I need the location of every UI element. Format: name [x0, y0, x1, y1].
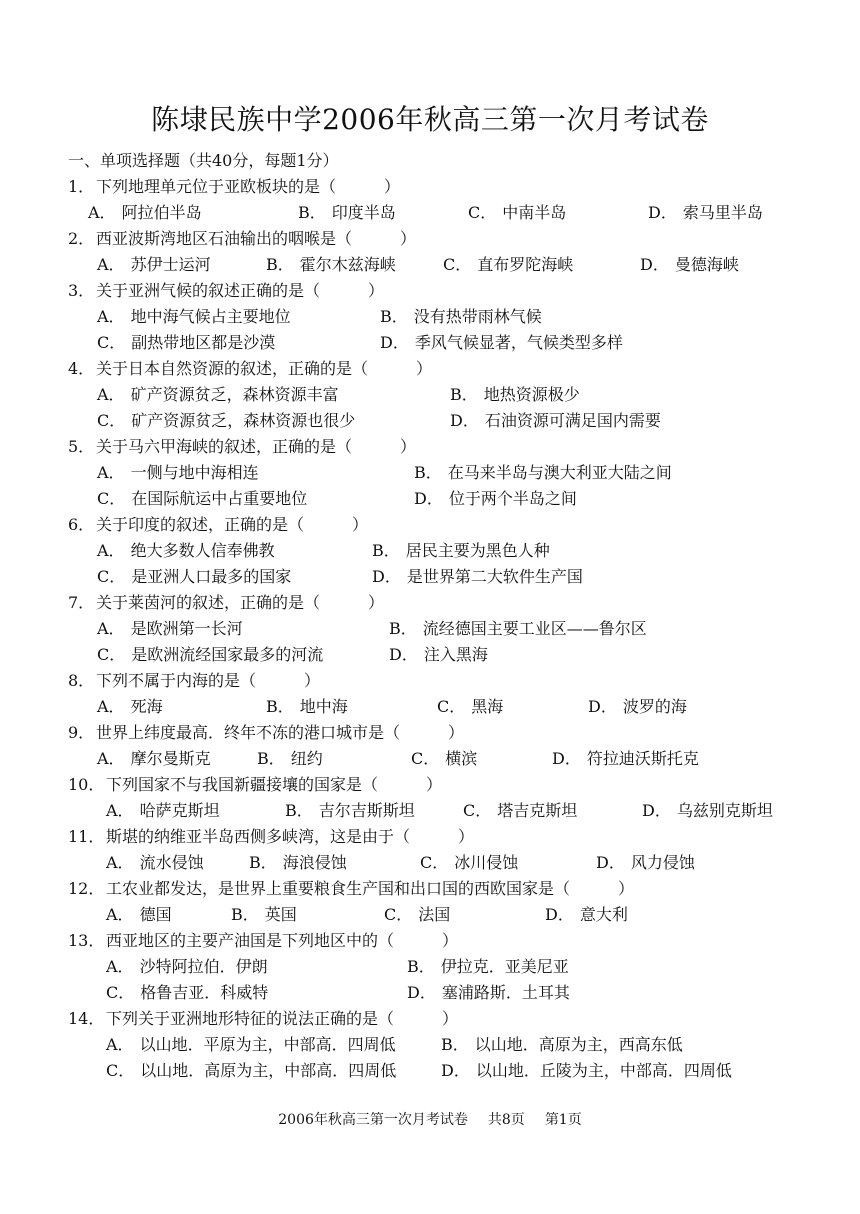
option-letter: B．	[389, 619, 417, 638]
option-text: 地中海	[299, 697, 348, 716]
question-number: 9．	[68, 723, 95, 742]
option-text: 横滨	[445, 749, 478, 768]
option-text: 季风气候显著，气候类型多样	[414, 333, 623, 352]
option-a	[97, 616, 243, 642]
question-stem	[0, 434, 860, 460]
question-stem	[0, 356, 860, 382]
option-letter: B．	[266, 255, 294, 274]
question-5	[0, 434, 860, 512]
option-text: 沙特阿拉伯．伊朗	[139, 957, 268, 976]
option-letter: D．	[648, 203, 677, 222]
option-b	[285, 798, 415, 824]
option-c	[106, 1058, 396, 1084]
option-text: 曼德海峡	[674, 255, 739, 274]
option-letter: C．	[97, 567, 126, 586]
option-row	[0, 902, 860, 928]
option-c	[411, 746, 477, 772]
question-stem	[0, 1006, 860, 1032]
option-d	[596, 850, 695, 876]
option-letter: A．	[97, 749, 125, 768]
exam-title: 陈埭民族中学2006年秋高三第一次月考试卷	[151, 103, 709, 136]
question-text: 斯堪的纳维亚半岛西侧多峡湾，这是由于（ ）	[106, 827, 475, 846]
question-1	[0, 174, 860, 226]
option-text: 塔吉克斯坦	[497, 801, 578, 820]
option-letter: C．	[97, 333, 126, 352]
question-3	[0, 278, 860, 356]
option-text: 阿拉伯半岛	[121, 203, 202, 222]
option-letter: A．	[97, 463, 125, 482]
option-a	[97, 460, 259, 486]
option-c	[97, 642, 323, 668]
option-text: 流水侵蚀	[139, 853, 204, 872]
question-stem	[0, 668, 860, 694]
option-b	[249, 850, 347, 876]
footer-title: 2006年秋高三第一次月考试卷	[278, 1112, 468, 1128]
option-letter: D．	[414, 489, 443, 508]
option-letter: D．	[372, 567, 401, 586]
question-number: 10．	[68, 775, 105, 794]
option-letter: D．	[407, 983, 436, 1002]
option-letter: B．	[380, 307, 408, 326]
question-stem	[0, 772, 860, 798]
option-letter: B．	[372, 541, 400, 560]
option-row	[0, 252, 860, 278]
question-list	[0, 174, 860, 1084]
footer-page-number: 第1页	[544, 1112, 582, 1128]
option-letter: A．	[106, 905, 134, 924]
question-text: 下列不属于内海的是（ ）	[96, 671, 321, 690]
option-c	[97, 564, 291, 590]
option-a	[106, 850, 204, 876]
option-letter: C．	[411, 749, 440, 768]
question-8	[0, 668, 860, 720]
option-text: 位于两个半岛之间	[448, 489, 577, 508]
question-number: 2．	[68, 229, 95, 248]
option-text: 哈萨克斯坦	[139, 801, 220, 820]
option-letter: A．	[106, 853, 134, 872]
option-text: 居民主要为黑色人种	[405, 541, 550, 560]
option-b	[372, 538, 550, 564]
question-stem	[0, 278, 860, 304]
option-letter: B．	[407, 957, 435, 976]
option-letter: D．	[596, 853, 625, 872]
option-b	[257, 746, 323, 772]
option-text: 伊拉克．亚美尼亚	[440, 957, 569, 976]
option-row	[0, 304, 860, 330]
option-text: 法国	[418, 905, 451, 924]
option-row	[0, 460, 860, 486]
option-row	[0, 382, 860, 408]
question-text: 关于日本自然资源的叙述，正确的是（ ）	[96, 359, 433, 378]
option-text: 以山地．平原为主，中部高．四周低	[139, 1035, 396, 1054]
option-letter: A．	[97, 307, 125, 326]
option-text: 在马来半岛与澳大利亚大陆之间	[447, 463, 672, 482]
option-letter: B．	[414, 463, 442, 482]
option-letter: C．	[97, 489, 126, 508]
option-letter: A．	[106, 1035, 134, 1054]
option-a	[106, 954, 268, 980]
option-c	[443, 252, 573, 278]
page-footer	[0, 1110, 860, 1130]
option-text: 苏伊士运河	[130, 255, 211, 274]
option-b	[450, 382, 580, 408]
option-letter: B．	[285, 801, 313, 820]
option-row	[0, 408, 860, 434]
option-text: 流经德国主要工业区——鲁尔区	[422, 619, 647, 638]
question-text: 关于亚洲气候的叙述正确的是（ ）	[96, 281, 385, 300]
section-heading: 一、单项选择题（共40分，每题1分）	[68, 151, 339, 170]
option-letter: C．	[384, 905, 413, 924]
option-c	[97, 486, 307, 512]
question-2	[0, 226, 860, 278]
option-letter: A．	[106, 957, 134, 976]
option-text: 直布罗陀海峡	[477, 255, 574, 274]
option-text: 注入黑海	[423, 645, 488, 664]
option-row	[0, 538, 860, 564]
question-text: 关于印度的叙述，正确的是（ ）	[96, 515, 369, 534]
question-stem	[0, 876, 860, 902]
question-9	[0, 720, 860, 772]
question-text: 西亚波斯湾地区石油输出的咽喉是（ ）	[96, 229, 417, 248]
option-letter: C．	[463, 801, 492, 820]
option-a	[106, 902, 172, 928]
option-d	[450, 408, 661, 434]
option-letter: C．	[437, 697, 466, 716]
option-a	[97, 746, 211, 772]
option-row	[0, 694, 860, 720]
option-b	[389, 616, 647, 642]
option-text: 德国	[139, 905, 172, 924]
option-letter: B．	[257, 749, 285, 768]
option-text: 海浪侵蚀	[282, 853, 347, 872]
option-text: 地中海气候占主要地位	[130, 307, 291, 326]
option-a	[106, 798, 220, 824]
question-number: 4．	[68, 359, 95, 378]
option-row	[0, 330, 860, 356]
option-c	[97, 330, 275, 356]
option-text: 印度半岛	[331, 203, 396, 222]
question-text: 下列国家不与我国新疆接壤的国家是（ ）	[106, 775, 443, 794]
question-number: 5．	[68, 437, 95, 456]
option-text: 以山地．丘陵为主，中部高．四周低	[475, 1061, 732, 1080]
option-row	[0, 798, 860, 824]
option-letter: A．	[106, 801, 134, 820]
question-text: 西亚地区的主要产油国是下列地区中的（ ）	[106, 931, 459, 950]
question-10	[0, 772, 860, 824]
question-number: 1．	[68, 177, 95, 196]
option-text: 是世界第二大软件生产国	[406, 567, 583, 586]
option-c	[106, 980, 268, 1006]
option-letter: A．	[88, 203, 116, 222]
option-d	[648, 200, 763, 226]
question-stem	[0, 590, 860, 616]
question-stem	[0, 824, 860, 850]
option-c	[463, 798, 577, 824]
option-a	[97, 252, 211, 278]
option-letter: B．	[266, 697, 294, 716]
question-text: 关于马六甲海峡的叙述，正确的是（ ）	[96, 437, 417, 456]
option-row	[0, 746, 860, 772]
option-text: 波罗的海	[622, 697, 687, 716]
option-b	[414, 460, 672, 486]
option-letter: B．	[450, 385, 478, 404]
option-letter: D．	[441, 1061, 470, 1080]
question-stem	[0, 928, 860, 954]
option-d	[380, 330, 623, 356]
option-d	[441, 1058, 732, 1084]
question-stem	[0, 720, 860, 746]
option-row	[0, 616, 860, 642]
option-text: 在国际航运中占重要地位	[131, 489, 308, 508]
option-letter: D．	[642, 801, 671, 820]
option-d	[552, 746, 699, 772]
option-c	[437, 694, 503, 720]
option-row	[0, 850, 860, 876]
option-d	[372, 564, 583, 590]
question-6	[0, 512, 860, 590]
option-row	[0, 642, 860, 668]
option-row	[0, 564, 860, 590]
option-text: 死海	[130, 697, 163, 716]
option-text: 以山地．高原为主，中部高．四周低	[140, 1061, 397, 1080]
option-row	[0, 954, 860, 980]
option-text: 意大利	[579, 905, 628, 924]
question-text: 工农业都发达，是世界上重要粮食生产国和出口国的西欧国家是（ ）	[106, 879, 635, 898]
question-12	[0, 876, 860, 928]
option-c	[97, 408, 355, 434]
option-text: 绝大多数人信奉佛教	[130, 541, 275, 560]
option-text: 一侧与地中海相连	[130, 463, 259, 482]
option-letter: B．	[249, 853, 277, 872]
option-c	[468, 200, 566, 226]
option-row	[0, 486, 860, 512]
option-d	[389, 642, 488, 668]
option-text: 地热资源极少	[483, 385, 580, 404]
option-a	[97, 538, 275, 564]
option-a	[97, 304, 291, 330]
question-text: 下列地理单元位于亚欧板块的是（ ）	[96, 177, 401, 196]
question-11	[0, 824, 860, 876]
option-text: 索马里半岛	[682, 203, 763, 222]
option-letter: C．	[97, 645, 126, 664]
question-4	[0, 356, 860, 434]
option-text: 霍尔木兹海峡	[299, 255, 396, 274]
question-number: 3．	[68, 281, 95, 300]
question-stem	[0, 512, 860, 538]
question-7	[0, 590, 860, 668]
option-d	[407, 980, 570, 1006]
option-text: 乌兹别克斯坦	[676, 801, 773, 820]
option-row	[0, 1032, 860, 1058]
footer-total-pages: 共8页	[487, 1112, 525, 1128]
option-letter: A．	[97, 619, 125, 638]
option-text: 摩尔曼斯克	[130, 749, 211, 768]
option-letter: A．	[97, 697, 125, 716]
option-letter: C．	[420, 853, 449, 872]
question-stem	[0, 174, 860, 200]
question-number: 12．	[68, 879, 105, 898]
option-text: 是亚洲人口最多的国家	[131, 567, 292, 586]
option-text: 风力侵蚀	[630, 853, 695, 872]
option-text: 吉尔吉斯斯坦	[318, 801, 415, 820]
question-number: 11．	[68, 827, 105, 846]
option-text: 黑海	[471, 697, 504, 716]
option-letter: D．	[389, 645, 418, 664]
option-text: 以山地．高原为主，西高东低	[474, 1035, 683, 1054]
option-d	[545, 902, 628, 928]
option-letter: A．	[97, 255, 125, 274]
option-b	[231, 902, 297, 928]
option-letter: A．	[97, 385, 125, 404]
question-number: 7．	[68, 593, 95, 612]
option-text: 是欧洲流经国家最多的河流	[131, 645, 324, 664]
option-c	[420, 850, 518, 876]
option-letter: D．	[450, 411, 479, 430]
question-number: 6．	[68, 515, 95, 534]
question-stem	[0, 226, 860, 252]
option-text: 是欧洲第一长河	[130, 619, 243, 638]
option-d	[642, 798, 773, 824]
option-letter: D．	[545, 905, 574, 924]
option-letter: C．	[106, 983, 135, 1002]
option-letter: B．	[231, 905, 259, 924]
option-row	[0, 200, 860, 226]
option-b	[298, 200, 396, 226]
option-text: 中南半岛	[502, 203, 567, 222]
option-text: 符拉迪沃斯托克	[586, 749, 699, 768]
option-a	[97, 382, 339, 408]
option-b	[441, 1032, 683, 1058]
option-text: 没有热带雨林气候	[413, 307, 542, 326]
option-a	[106, 1032, 396, 1058]
option-d	[414, 486, 577, 512]
option-letter: A．	[97, 541, 125, 560]
option-letter: B．	[441, 1035, 469, 1054]
question-number: 13．	[68, 931, 105, 950]
option-letter: D．	[640, 255, 669, 274]
option-text: 石油资源可满足国内需要	[484, 411, 661, 430]
option-text: 塞浦路斯．土耳其	[441, 983, 570, 1002]
question-text: 下列关于亚洲地形特征的说法正确的是（ ）	[106, 1009, 459, 1028]
question-text: 关于莱茵河的叙述，正确的是（ ）	[96, 593, 385, 612]
option-text: 副热带地区都是沙漠	[131, 333, 276, 352]
option-letter: D．	[380, 333, 409, 352]
question-14	[0, 1006, 860, 1084]
option-b	[380, 304, 542, 330]
option-text: 矿产资源贫乏，森林资源丰富	[130, 385, 339, 404]
option-a	[97, 694, 163, 720]
option-letter: D．	[588, 697, 617, 716]
option-text: 纽约	[290, 749, 323, 768]
option-letter: B．	[298, 203, 326, 222]
option-text: 冰川侵蚀	[454, 853, 519, 872]
option-b	[266, 252, 396, 278]
question-number: 8．	[68, 671, 95, 690]
option-b	[266, 694, 348, 720]
option-text: 英国	[264, 905, 297, 924]
option-letter: C．	[468, 203, 497, 222]
question-number: 14．	[68, 1009, 105, 1028]
option-row	[0, 980, 860, 1006]
option-d	[640, 252, 739, 278]
option-text: 格鲁吉亚．科威特	[140, 983, 269, 1002]
question-text: 世界上纬度最高．终年不冻的港口城市是（ ）	[96, 723, 465, 742]
option-c	[384, 902, 450, 928]
option-b	[407, 954, 569, 980]
option-letter: C．	[106, 1061, 135, 1080]
question-13	[0, 928, 860, 1006]
option-d	[588, 694, 687, 720]
option-letter: D．	[552, 749, 581, 768]
option-letter: C．	[97, 411, 126, 430]
option-letter: C．	[443, 255, 472, 274]
option-a	[88, 200, 202, 226]
option-row	[0, 1058, 860, 1084]
option-text: 矿产资源贫乏，森林资源也很少	[131, 411, 356, 430]
